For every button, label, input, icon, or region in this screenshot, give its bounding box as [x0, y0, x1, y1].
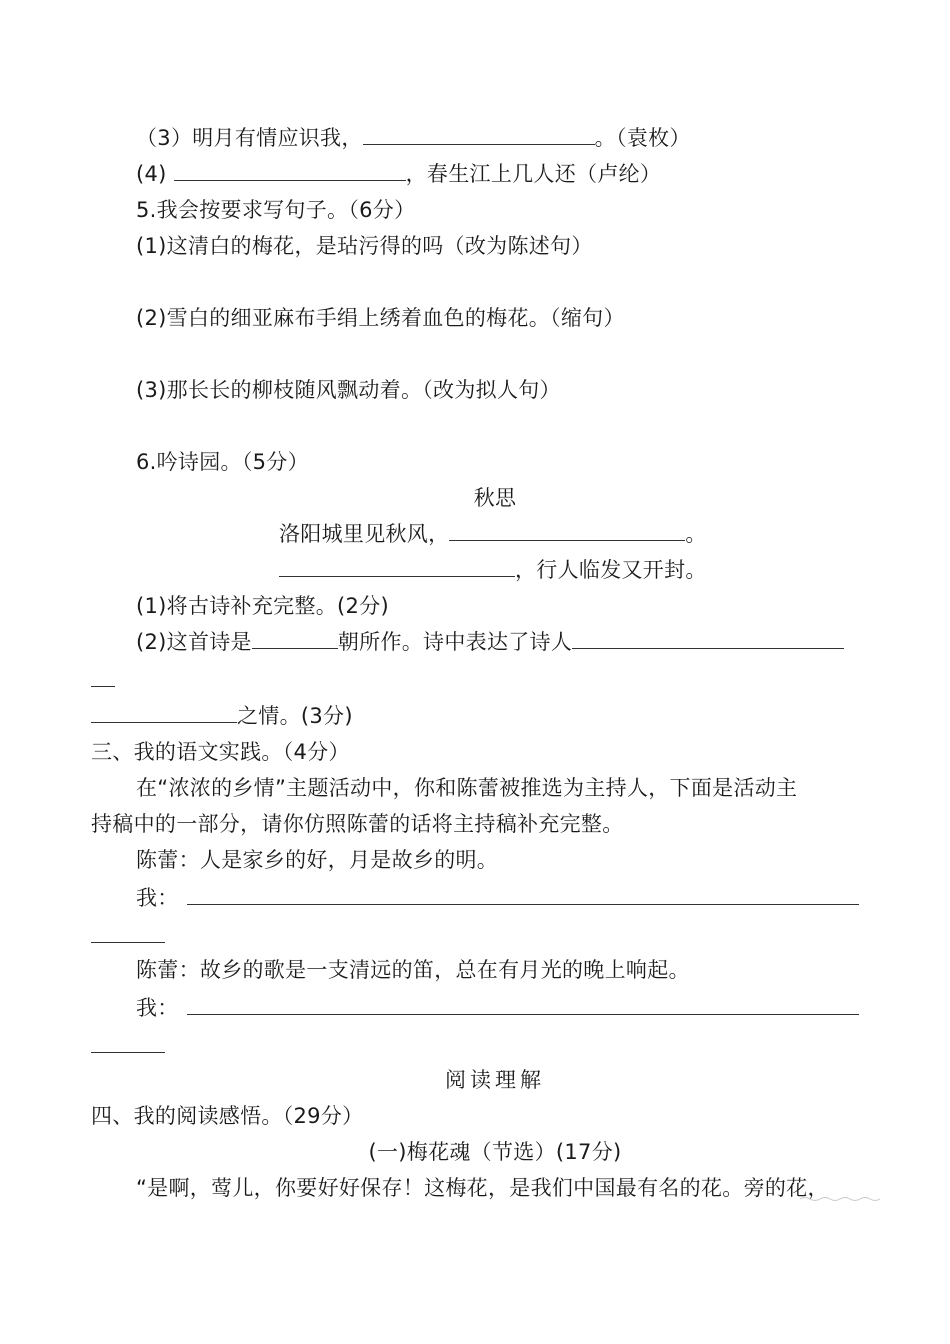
my-answer-2: [136, 994, 859, 1022]
answer-blank[interactable]: [572, 630, 844, 649]
my-answer-1-wrap: [91, 922, 165, 950]
my-answer-2-wrap: [91, 1032, 165, 1060]
line-text: 我：: [136, 996, 179, 1020]
line-text: 朝所作。诗中表达了诗人: [337, 630, 573, 654]
line-text: 。: [685, 522, 707, 546]
poem-title: 秋思: [473, 486, 517, 510]
passage-line-1: “是啊，莺儿，你要好好保存！这梅花，是我们中国最有名的花。旁的花，: [136, 1176, 829, 1200]
question-6-title: 6.吟诗园。（5分）: [136, 450, 309, 474]
section-3-paragraph-1: 在“浓浓的乡情”主题活动中，你和陈蕾被推选为主持人，下面是活动主: [136, 776, 798, 800]
line-text: 洛阳城里见秋风，: [279, 522, 450, 546]
question-6-2-wrap: [91, 666, 115, 694]
question-5-title: 5.我会按要求写句子。（6分）: [136, 198, 416, 222]
question-6-2-end: [91, 702, 353, 730]
line-text: 。（袁枚）: [594, 126, 691, 150]
section-3-title: 三、我的语文实践。（4分）: [91, 740, 350, 764]
section-4-title: 四、我的阅读感悟。（29分）: [91, 1104, 364, 1128]
question-5-3: (3)那长长的柳枝随风飘动着。（改为拟人句）: [136, 378, 561, 402]
answer-blank[interactable]: [279, 558, 515, 577]
line-text: ，春生江上几人还（卢纶）: [405, 162, 662, 186]
line-text: 我：: [136, 886, 179, 910]
question-5-1: (1)这清白的梅花，是玷污得的吗（改为陈述句）: [136, 234, 593, 258]
line-text: （3）明月有情应识我，: [136, 126, 363, 150]
my-answer-1: [136, 884, 859, 912]
poem-fill-line-3: [136, 124, 691, 152]
answer-blank[interactable]: [91, 924, 165, 943]
poem-line-1: [279, 520, 707, 548]
answer-blank[interactable]: [187, 996, 859, 1015]
answer-blank[interactable]: [449, 522, 685, 541]
section-3-paragraph-2: 持稿中的一部分，请你仿照陈蕾的话将主持稿补充完整。: [91, 812, 624, 836]
answer-blank[interactable]: [91, 668, 115, 687]
chen-lei-line-2: 陈蕾：故乡的歌是一支清远的笛，总在有月光的晚上响起。: [136, 958, 690, 982]
answer-blank[interactable]: [187, 886, 859, 905]
line-text: (2)这首诗是: [136, 630, 252, 654]
passage-title: (一)梅花魂（节选）(17分): [368, 1140, 622, 1164]
answer-blank[interactable]: [252, 630, 338, 649]
answer-blank[interactable]: [174, 162, 406, 181]
question-6-2: [136, 628, 844, 656]
wavy-underline: [800, 1196, 880, 1202]
reading-header: 阅读理解: [445, 1068, 545, 1092]
line-text: (4): [136, 162, 174, 186]
line-text: ，行人临发又开封。: [515, 558, 707, 582]
chen-lei-line-1: 陈蕾：人是家乡的好，月是故乡的明。: [136, 848, 499, 872]
answer-blank[interactable]: [363, 126, 595, 145]
line-text: 之情。(3分): [237, 704, 353, 728]
poem-line-2: [279, 556, 707, 584]
question-5-2: (2)雪白的细亚麻布手绢上绣着血色的梅花。（缩句）: [136, 306, 625, 330]
poem-fill-line-4: [136, 160, 661, 188]
answer-blank[interactable]: [91, 704, 237, 723]
answer-blank[interactable]: [91, 1034, 165, 1053]
question-6-1: (1)将古诗补充完整。(2分): [136, 594, 389, 618]
